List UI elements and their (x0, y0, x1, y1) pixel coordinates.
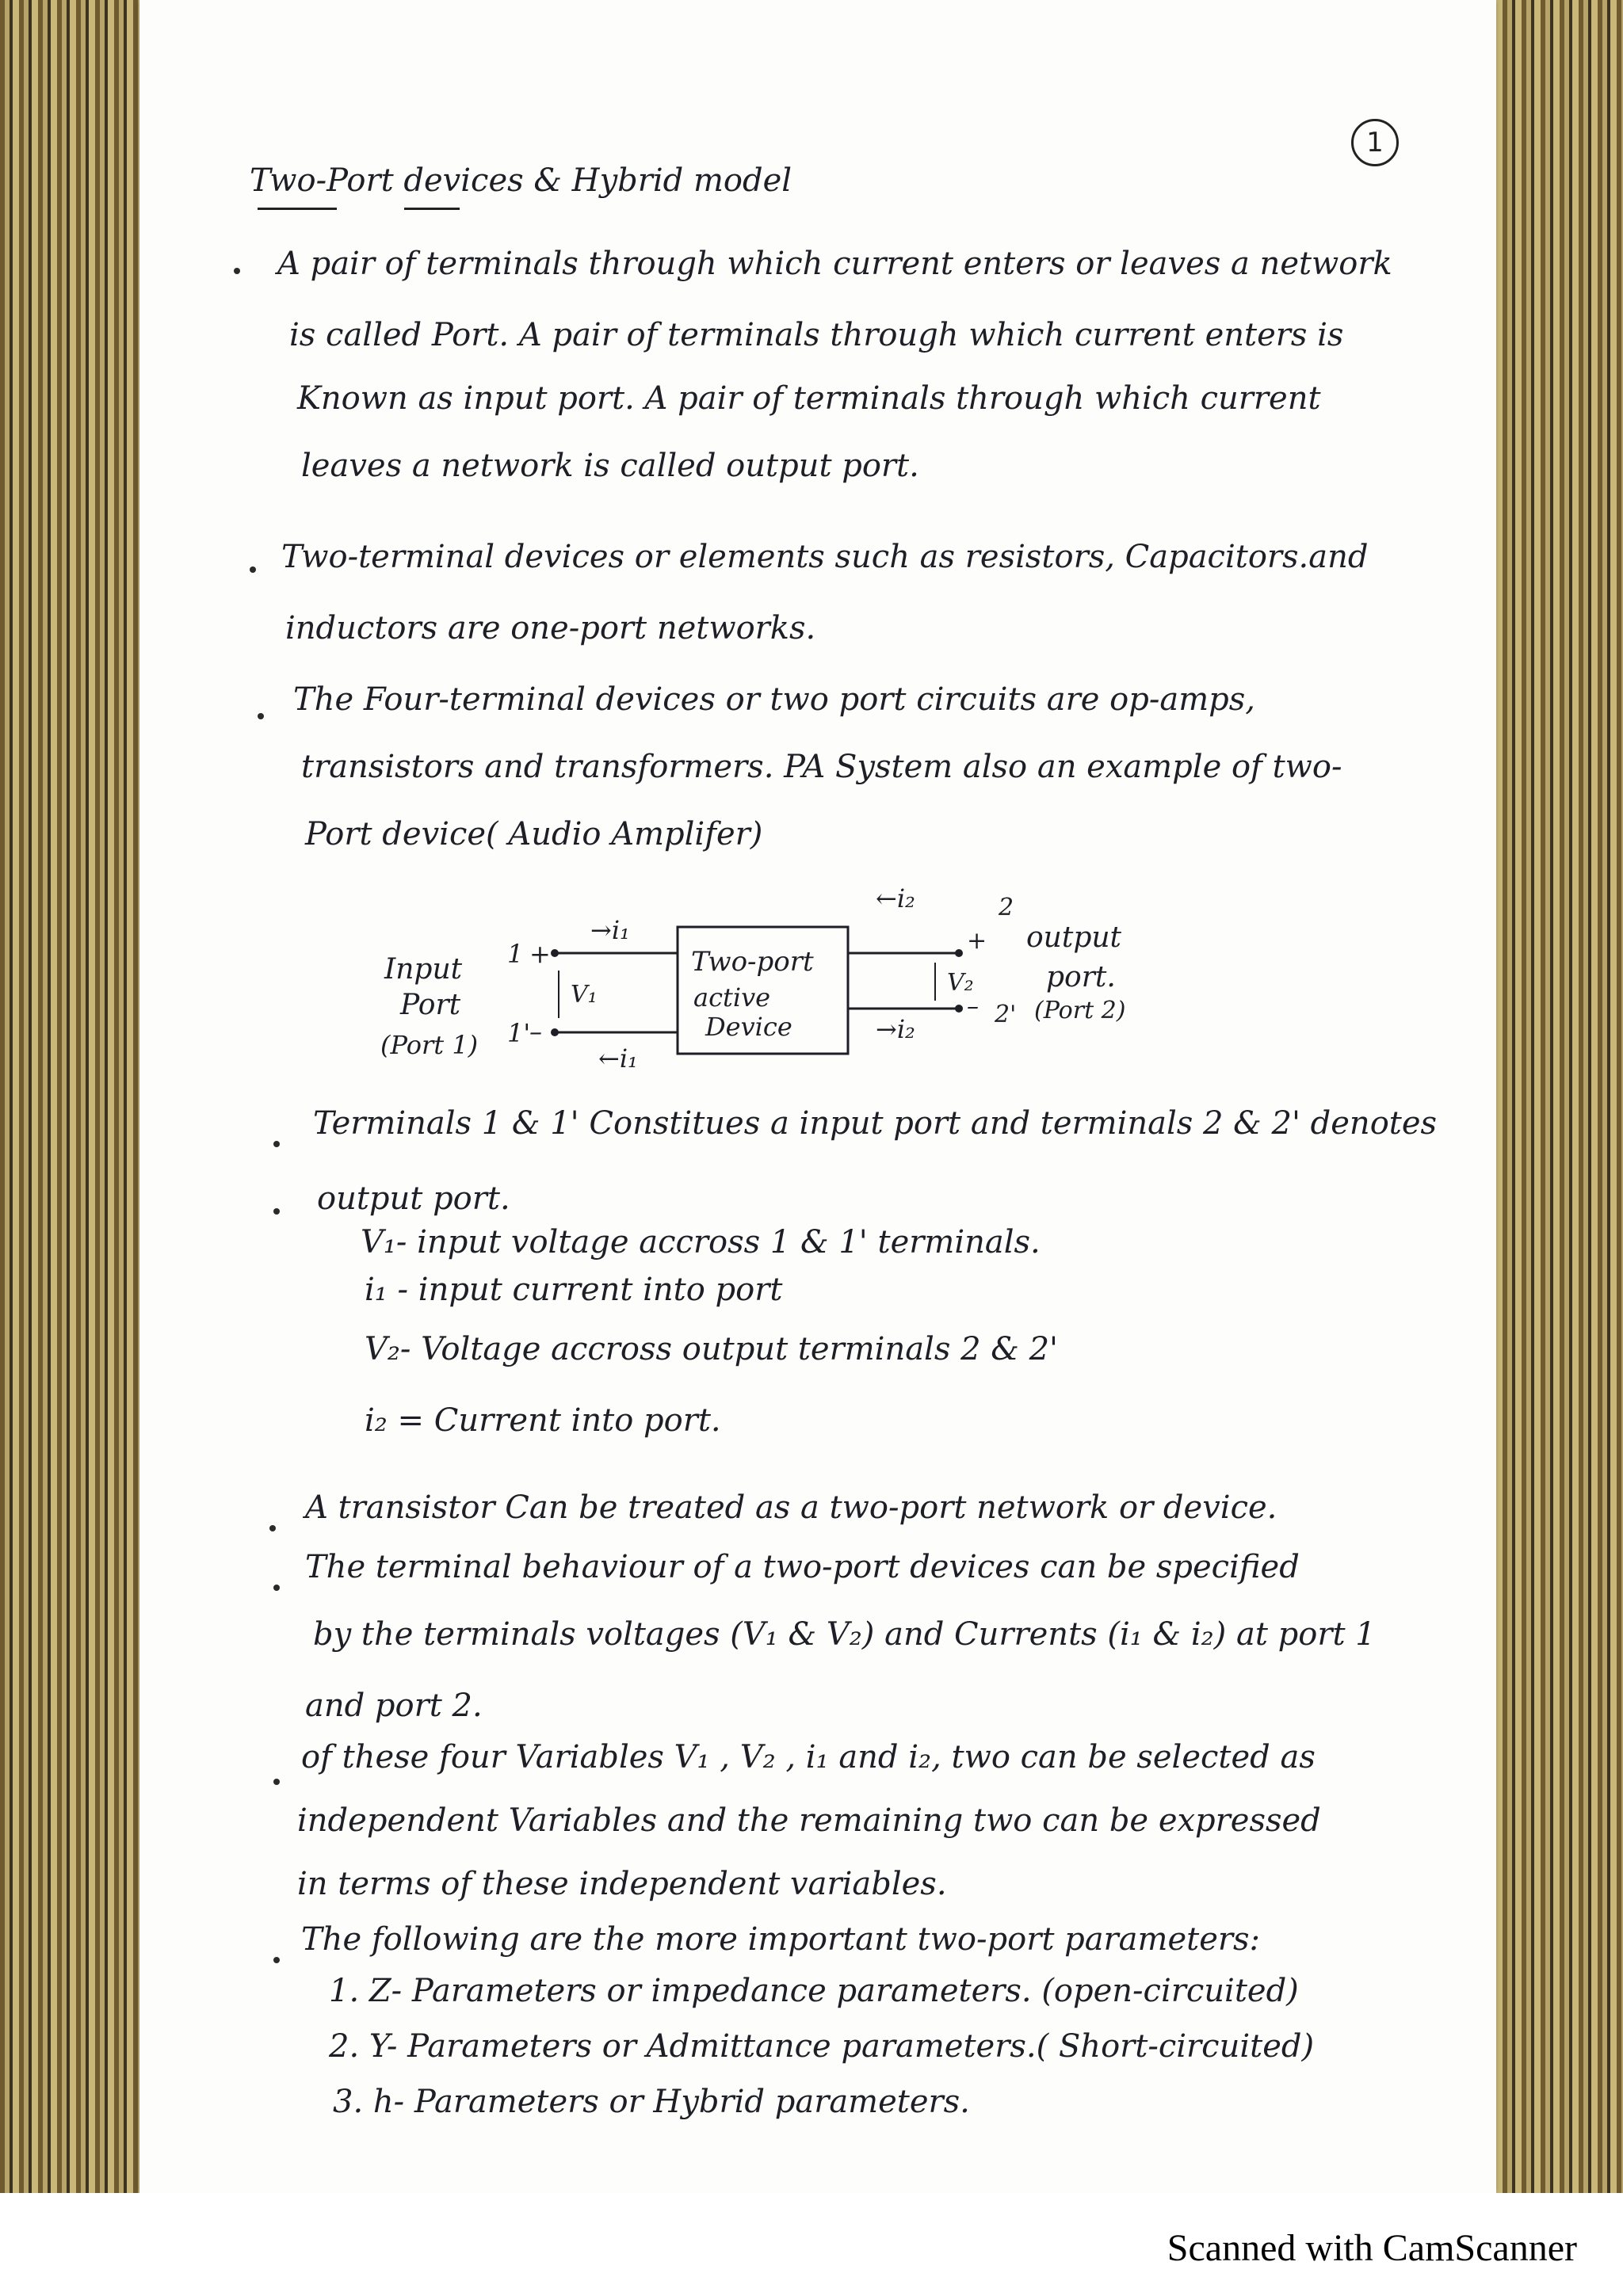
terminal-1-prime: 1' (507, 1018, 531, 1048)
paragraph-line: Known as input port. A pair of terminals through which current (297, 380, 1321, 417)
input-label-3: (Port 1) (380, 1030, 479, 1060)
paragraph-line: leaves a network is called output port. (301, 448, 919, 484)
paragraph-line: inductors are one-port networks. (285, 610, 816, 646)
paragraph-line: The following are the more important two-port parameters: (301, 1921, 1260, 1958)
parameter-item: 2. Y- Parameters or Admittance parameters.( Short-circuited) (329, 2028, 1315, 2065)
minus-1: – (529, 1016, 542, 1047)
bullet (273, 1585, 280, 1591)
bullet (273, 1208, 280, 1215)
paragraph-line: Port device( Audio Amplifer) (305, 816, 763, 852)
output-label-1: output (1026, 921, 1122, 954)
bullet (258, 713, 264, 719)
paragraph-line: The Four-terminal devices or two port circuits are op-amps, (293, 681, 1255, 718)
v1-label: V₁ (571, 981, 598, 1009)
terminal-dot (551, 1028, 559, 1036)
paragraph-line: is called Port. A pair of terminals through which current enters is (289, 317, 1344, 353)
i1-bottom-label: ←i₁ (598, 1043, 638, 1074)
paragraph-line: Terminals 1 & 1' Constitues a input port and terminals 2 & 2' denotes (313, 1105, 1438, 1142)
output-label-3: (Port 2) (1034, 997, 1126, 1024)
box-label-1: Two-port (691, 946, 814, 978)
i2-bottom-label: →i₂ (876, 1014, 915, 1044)
paragraph-line: by the terminals voltages (V₁ & V₂) and Currents (i₁ & i₂) at port 1 (313, 1616, 1376, 1653)
bullet (250, 566, 256, 573)
title-underline (258, 208, 337, 210)
two-port-diagram (317, 860, 1189, 1081)
parameter-item: 1. Z- Parameters or impedance parameters. (open-circuited) (329, 1973, 1299, 2009)
minus-2: – (967, 993, 979, 1020)
bullet (234, 268, 240, 274)
bullet (269, 1525, 276, 1531)
scanner-watermark: Scanned with CamScanner (1167, 2227, 1577, 2269)
bullet (273, 1141, 280, 1147)
bullet (273, 1957, 280, 1963)
paragraph-line: The terminal behaviour of a two-port devices can be specified (305, 1549, 1300, 1585)
paragraph-line: of these four Variables V₁ , V₂ , i₁ and i₂, two can be selected as (301, 1739, 1316, 1775)
v2-label: V₂ (947, 969, 974, 997)
page-number (1351, 119, 1399, 166)
terminal-2: 2 (999, 894, 1014, 921)
output-label-2: port. (1046, 961, 1116, 994)
terminal-dot (955, 949, 963, 957)
input-label-2: Port (400, 989, 461, 1021)
i2-top-label: ←i₂ (876, 883, 915, 913)
bullet (273, 1779, 280, 1785)
paragraph-line: and port 2. (305, 1688, 483, 1724)
paragraph-line: transistors and transformers. PA System also an example of two- (301, 749, 1342, 785)
parameter-item: 3. h- Parameters or Hybrid parameters. (333, 2084, 970, 2120)
terminal-dot (955, 1005, 963, 1013)
plus-1: + (529, 939, 551, 969)
page-title: Two-Port devices & Hybrid model (250, 162, 792, 199)
terminal-1: 1 (507, 939, 524, 969)
paragraph-line: A transistor Can be treated as a two-port network or device. (305, 1489, 1277, 1526)
page-number-text: 1 (1366, 127, 1384, 158)
plus-2: + (967, 927, 987, 955)
definition-line: i₁ - input current into port (365, 1272, 783, 1308)
i1-top-label: →i₁ (590, 915, 630, 945)
paragraph-line: in terms of these independent variables. (297, 1866, 947, 1902)
paragraph-line: output port. (317, 1180, 510, 1217)
terminal-dot (551, 949, 559, 957)
box-label-2: active (693, 982, 771, 1013)
box-label-3: Device (705, 1012, 792, 1042)
definition-line: V₁- input voltage accross 1 & 1' terminals. (361, 1224, 1041, 1261)
paragraph-line: Two-terminal devices or elements such as resistors, Capacitors.and (281, 539, 1369, 575)
input-label-1: Input (384, 953, 463, 986)
definition-line: V₂- Voltage accross output terminals 2 & 2' (365, 1331, 1059, 1367)
terminal-2-prime: 2' (995, 1001, 1017, 1028)
paragraph-line: A pair of terminals through which current enters or leaves a network (277, 246, 1392, 282)
paragraph-line: independent Variables and the remaining two can be expressed (297, 1802, 1321, 1839)
title-underline-2 (404, 208, 460, 210)
definition-line: i₂ = Current into port. (365, 1402, 721, 1439)
